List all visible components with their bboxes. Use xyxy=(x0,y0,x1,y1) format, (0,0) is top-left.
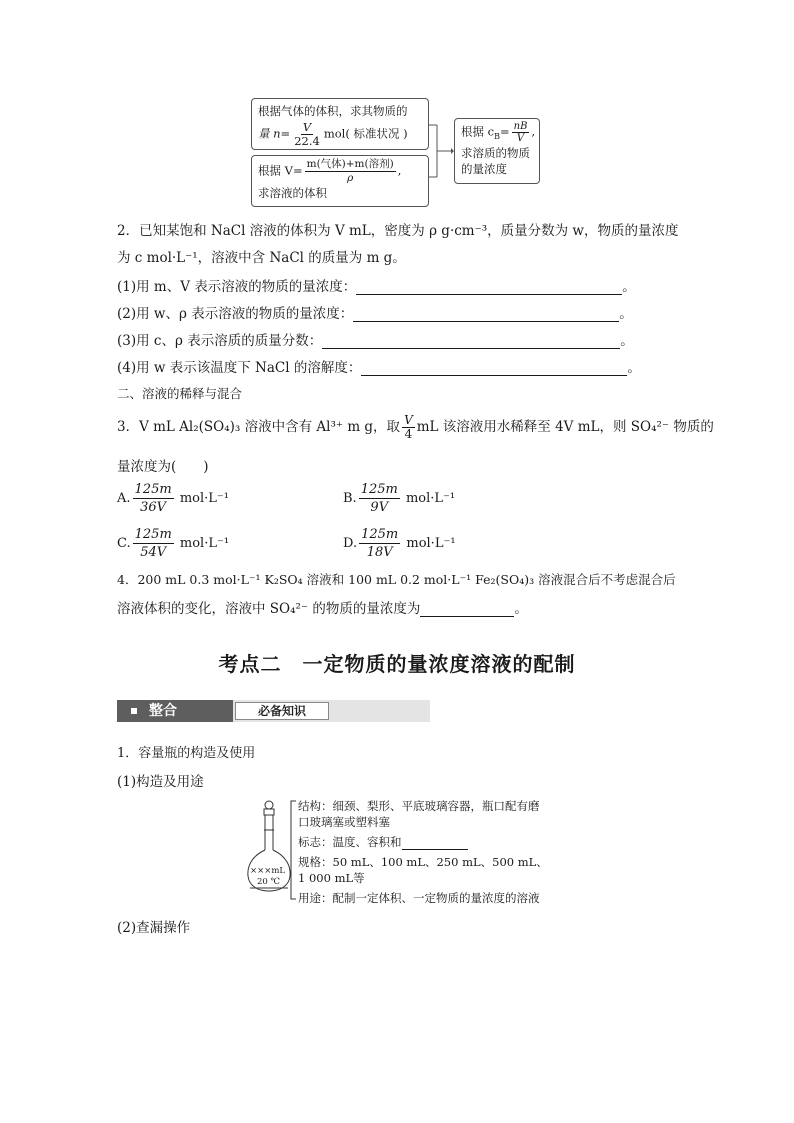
tag-integrate xyxy=(117,700,233,722)
q2-sub2-text: (2)用 w、ρ 表示溶液的物质的量浓度： xyxy=(117,306,354,322)
flow-connector xyxy=(429,115,454,190)
q3-line1-b: mL 该溶液用水稀释至 4V mL，则 SO₄²⁻ 物质的 xyxy=(416,419,714,435)
q2-sub4-text: (4)用 w 表示该温度下 NaCl 的溶解度： xyxy=(117,360,362,376)
flask-label-volume: ×××mL xyxy=(250,866,286,876)
tag-knowledge: 必备知识 xyxy=(235,702,329,720)
flow-box-gas-prefix: 量 n= xyxy=(258,126,291,141)
fraction-numerator: V xyxy=(302,120,312,134)
item1-sub1: (1)构造及用途 xyxy=(117,774,204,790)
option-fraction xyxy=(359,526,400,561)
fraction-numerator: 125m xyxy=(134,527,172,542)
option-label: B. xyxy=(343,491,357,506)
q4-line1: 4．200 mL 0.3 mol·L⁻¹ K₂SO₄ 溶液和 100 mL 0.2 mol·L⁻¹ Fe₂(SO₄)₃ 溶液混合后不考虑混合后 xyxy=(117,572,676,587)
q4-line2-text: 溶液体积的变化，溶液中 SO₄²⁻ 的物质的量浓度为 xyxy=(117,601,421,617)
option-a[interactable] xyxy=(117,481,229,516)
fraction-numerator: m(气体)+m(溶剂) xyxy=(306,158,394,170)
q2-sub2 xyxy=(117,302,633,322)
section-heading-dilution: 二、溶液的稀释与混合 xyxy=(117,386,243,401)
fraction-denominator: V xyxy=(516,133,525,144)
fraction-denominator: 36V xyxy=(140,500,167,515)
q2-sub1 xyxy=(117,275,636,295)
flow-box-concentration xyxy=(454,118,540,184)
fraction-numerator: nB xyxy=(513,121,528,132)
fraction-denominator: 18V xyxy=(366,545,393,560)
fraction-numerator: 125m xyxy=(361,527,399,542)
flow-box-conc-line3: 的量浓度 xyxy=(461,161,507,176)
option-unit: mol·L⁻¹ xyxy=(405,491,456,506)
fraction-denominator: ρ xyxy=(347,172,354,184)
answer-blank[interactable] xyxy=(420,603,514,617)
option-unit: mol·L⁻¹ xyxy=(179,536,230,551)
section-title: 考点二 一定物质的量浓度溶液的配制 xyxy=(218,652,576,676)
flow-box-conc-prefix: 根据 c xyxy=(461,124,495,139)
flow-box-conc-suffix: , xyxy=(531,124,536,139)
period: 。 xyxy=(514,601,528,617)
flow-box-gas-fraction xyxy=(292,121,322,148)
option-fraction xyxy=(359,481,400,516)
flask-mark-text: 标志：温度、容积和 xyxy=(298,835,402,849)
option-label: C. xyxy=(117,536,131,551)
flow-box-conc-line2: 求溶质的物质 xyxy=(461,145,530,160)
period: 。 xyxy=(627,360,641,376)
flow-box-solution-prefix: 根据 V= xyxy=(258,163,303,178)
flow-box-solution-line2: 求溶液的体积 xyxy=(258,186,327,200)
q3-line1-a: 3．V mL Al₂(SO₄)₃ 溶液中含有 Al³⁺ m g，取 xyxy=(117,419,401,435)
option-unit: mol·L⁻¹ xyxy=(179,491,229,506)
flask-spec-2: 1 000 mL等 xyxy=(298,871,365,885)
fraction-numerator: 125m xyxy=(360,482,398,497)
flow-box-solution-fraction xyxy=(305,158,396,185)
fraction-denominator: 54V xyxy=(140,545,167,560)
tag-integrate-label: 整合 xyxy=(149,703,177,719)
option-label: A. xyxy=(117,491,131,506)
item1-sub2: (2)查漏操作 xyxy=(117,920,191,936)
q2-sub1-text: (1)用 m、V 表示溶液的物质的量浓度： xyxy=(117,279,357,295)
answer-blank[interactable] xyxy=(322,335,620,349)
q2-sub3 xyxy=(117,329,634,349)
option-label: D. xyxy=(343,536,358,551)
option-d[interactable] xyxy=(343,526,456,561)
option-fraction xyxy=(133,526,174,561)
flask-structure-2: 口玻璃塞或塑料塞 xyxy=(298,815,390,829)
q3-line1 xyxy=(117,410,714,444)
option-fraction xyxy=(133,481,174,516)
option-b[interactable] xyxy=(343,481,455,516)
flow-box-conc-sub: B xyxy=(494,131,500,141)
period: 。 xyxy=(619,306,633,322)
q3-line2: 量浓度为( ) xyxy=(117,459,209,475)
item1-heading: 1．容量瓶的构造及使用 xyxy=(117,746,256,761)
flow-box-gas-suffix: mol( 标准状况 ) xyxy=(323,126,408,141)
q2-sub4 xyxy=(117,356,641,376)
info-bracket xyxy=(289,800,297,900)
fraction-denominator: 22.4 xyxy=(294,134,320,148)
option-unit: mol·L⁻¹ xyxy=(406,536,456,551)
flow-box-solution xyxy=(251,155,429,207)
fraction-denominator: 9V xyxy=(370,500,389,515)
flask-label-temp: 20 ℃ xyxy=(257,877,281,887)
answer-blank[interactable] xyxy=(402,838,468,850)
flask-mark xyxy=(298,834,468,850)
period: 。 xyxy=(622,279,636,295)
period: 。 xyxy=(620,333,634,349)
flask-use: 用途：配制一定体积、一定物质的量浓度的溶液 xyxy=(298,891,540,905)
flask-spec-1: 规格：50 mL、100 mL、250 mL、500 mL、 xyxy=(298,855,548,869)
flow-box-solution-suffix: , xyxy=(397,163,402,178)
q2-line1: 2．已知某饱和 NaCl 溶液的体积为 V mL，密度为 ρ g·cm⁻³，质量分数为 w，物质的量浓度 xyxy=(117,223,679,239)
fraction-numerator: 125m xyxy=(134,482,172,497)
q4-line2 xyxy=(117,597,528,617)
fraction-denominator: 4 xyxy=(404,427,413,441)
flask-structure-1: 结构：细颈、梨形、平底玻璃容器，瓶口配有磨 xyxy=(298,799,540,813)
q2-sub3-text: (3)用 c、ρ 表示溶质的质量分数： xyxy=(117,333,323,349)
square-bullet-icon xyxy=(131,708,137,714)
q3-fraction xyxy=(402,414,415,441)
option-c[interactable] xyxy=(117,526,229,561)
answer-blank[interactable] xyxy=(361,362,627,376)
fraction-numerator: V xyxy=(404,413,413,427)
flow-box-conc-eq: = xyxy=(500,124,510,139)
answer-blank[interactable] xyxy=(353,308,619,322)
answer-blank[interactable] xyxy=(356,281,622,295)
q2-line2: 为 c mol·L⁻¹，溶液中含 NaCl 的质量为 m g。 xyxy=(117,250,406,266)
flow-box-gas-line1: 根据气体的体积，求其物质的 xyxy=(258,104,408,118)
flow-box-gas xyxy=(251,98,429,150)
flow-box-conc-fraction xyxy=(512,121,530,144)
